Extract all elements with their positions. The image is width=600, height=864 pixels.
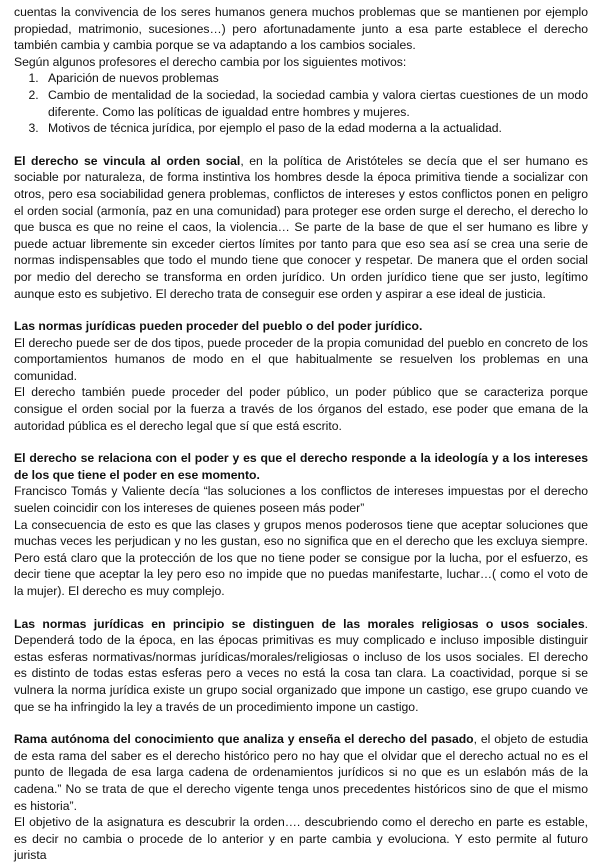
paragraph: El objetivo de la asignatura es descubrir la orden…. descubriendo como el derecho en parte es estable, es decir no cambia o procede de lo anterior y en parte cambia y evoluciona. Y esto permite al futuro jurista bbox=[14, 815, 588, 863]
list-item: 3. Motivos de técnica jurídica, por ejemplo el paso de la edad moderna a la actualidad. bbox=[42, 120, 588, 137]
list-item: 1. Aparición de nuevos problemas bbox=[42, 70, 588, 87]
section-text: . Dependerá todo de la época, en las épocas primitivas es muy complicado e incluso imposible distinguir estas esferas normativas/normas jurídicas/morales/religiosas o incluso de los usos sociales. El derecho es distinto de todas estas esferas pero a veces no está la cosa tan clara. La coactividad, porque si se vulnera la norma jurídica existe un grupo social organizado que impone un castigo, ese grupo cuando ve que se ha infringido la ley a través de un procedimiento impone un castigo. bbox=[14, 616, 588, 714]
section-text: , en la política de Aristóteles se decía que el ser humano es sociable por naturaleza, de forma instintiva los hombres desde la época primitiva tiende a socializar con otros, pero esa sociabilidad genera problemas, conflictos de intereses y estos conflictos ponen en peligro el orden social (armonía, paz en una comunidad) para proteger ese orden surge el derecho, el derecho lo que busca es que no reine el caos, la violencia… Se parte de la base de que el ser humano es libre y puede actuar libremente sin exceder ciertos límites por tanto para que eso sea así se crea una serie de normas indispensables que todo el mundo tiene que conocer y respetar. De manera que el orden social por medio del derecho se transforma en orden jurídico. Un orden jurídico tiene que ser justo, legítimo aunque esto es subjetivo. El derecho trata de conseguir ese orden y aspirar a ese ideal de justicia. bbox=[14, 153, 588, 301]
section-text: , el objeto de estudia de esta rama del saber es el derecho histórico pero no hay que el olvidar que el derecho actual no es el punto de llegada de esa larga cadena de ordenamientos jurídicos si no que es un eslabón más de la cadena.” No se trata de que el derecho vigente tenga unos precedentes históricos sino de que el mismo es historia”. bbox=[14, 732, 589, 813]
section-normas-morales bbox=[14, 616, 588, 716]
quote-paragraph: Francisco Tomás y Valiente decía “las soluciones a los conflictos de intereses impuestas por el derecho suelen coincidir con los intereses de quienes poseen más poder” bbox=[14, 484, 588, 516]
paragraph: El derecho puede ser de dos tipos, puede proceder de la propia comunidad del pueblo en concreto de los comportamientos humanos de modo en el que habitualmente se resuelven los problemas en una comunidad. bbox=[14, 335, 588, 383]
motivos-intro: Según algunos profesores el derecho cambia por los siguientes motivos: bbox=[14, 54, 407, 69]
section-heading: El derecho se relaciona con el poder y es que el derecho responde a la ideología y a los intereses de los que tiene el poder en ese momento. bbox=[14, 451, 588, 482]
section-heading: Las normas jurídicas pueden proceder del pueblo o del poder jurídico. bbox=[14, 319, 423, 334]
section-heading: Rama autónoma del conocimiento que analiza y enseña el derecho del pasado bbox=[14, 732, 474, 747]
intro-paragraph: cuentas la convivencia de los seres humanos genera muchos problemas que se mantienen por ejemplo propiedad, matrimonio, sucesiones…) pero afortunadamente junto a esa parte establece el derecho también cambia y cambia porque se va adaptando a los cambios sociales. bbox=[14, 5, 588, 53]
section-rama-autonoma bbox=[14, 731, 588, 814]
section-orden-social bbox=[14, 153, 588, 302]
list-item: 2. Cambio de mentalidad de la sociedad, la sociedad cambia y valora ciertas cuestiones de un modo diferente. Como las políticas de igualdad entre hombres y mujeres. bbox=[42, 87, 588, 120]
motivos-list bbox=[14, 70, 588, 136]
paragraph: El derecho también puede proceder del poder público, un poder público que se caracteriza porque consigue el orden social por la fuerza a través de los órganos del estado, ese poder que emana de la autoridad pública es el derecho legal que sí que está escrito. bbox=[14, 385, 588, 433]
section-heading: El derecho se vincula al orden social bbox=[14, 153, 241, 168]
section-heading: Las normas jurídicas en principio se distinguen de las morales religiosas o usos sociales bbox=[14, 616, 585, 631]
paragraph: La consecuencia de esto es que las clases y grupos menos poderosos tiene que aceptar soluciones que muchas veces les perjudican y no les gustan, eso no significa que en el derecho que les excluya siempre. Pero está claro que la protección de los que no tiene poder se consigue por la lucha, por el esfuerzo, es decir tiene que aceptar la ley pero eso no impide que no puedas manifestarte, luchar…( como el voto de la mujer). El derecho es muy complejo. bbox=[14, 517, 588, 598]
